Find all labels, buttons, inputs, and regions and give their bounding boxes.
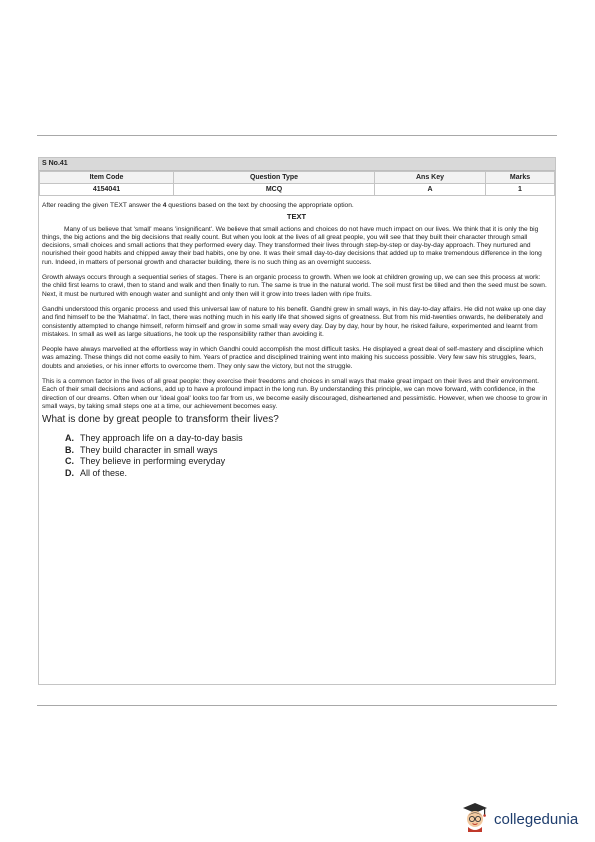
instruction: [42, 202, 551, 210]
graduate-mascot-icon: [462, 802, 488, 837]
instruction-text-start: After reading the given TEXT answer the: [42, 202, 163, 209]
marks-header: Marks: [486, 172, 555, 184]
bottom-divider: [37, 705, 557, 706]
passage-content: [39, 196, 555, 479]
option-letter: C.: [65, 456, 74, 467]
option-d[interactable]: [65, 468, 551, 480]
instruction-text-end: questions based on the text by choosing the appropriate option.: [166, 202, 354, 209]
marks-value: 1: [486, 184, 555, 196]
option-text: All of these.: [80, 467, 128, 478]
option-letter: B.: [65, 444, 74, 455]
text-heading: TEXT: [286, 212, 307, 222]
option-text: They build character in small ways: [80, 444, 218, 455]
option-c[interactable]: [65, 456, 551, 468]
question-text: What is done by great people to transform their lives?: [42, 414, 279, 426]
meta-header-row: [40, 172, 555, 184]
option-text: They believe in performing everyday: [80, 456, 226, 467]
paragraph: This is a common factor in the lives of all great people: they exercise their freedoms and choices in small ways that make great impact on their lives and their environment. Each of their small decisions and actions, add up to have a profound impact in the long run. By understanding this principle, we can move forward, with confidence, in the direction of our dreams. Often when our 'ideal goal' looks too far from us, we become easily discouraged, disheartened and pessimistic. However, when we choose to grow in small ways, by taking small steps one at a time, our achievement becomes easy.: [42, 378, 548, 410]
option-letter: D.: [65, 467, 74, 478]
question-meta-table: [39, 171, 555, 196]
ans-key-header: Ans Key: [375, 172, 486, 184]
brand-logo[interactable]: [462, 802, 578, 837]
paragraph: People have always marvelled at the effortless way in which Gandhi could accomplish the most difficult tasks. He displayed a great deal of self-mastery and discipline which was amazing. These things did not come easily to him. Years of practice and disciplined training went into making his success possible. Very few saw his struggles, fears, doubts and anxieties, or his inner efforts to overcome them. They only saw the victory, but not the struggle.: [42, 346, 544, 370]
top-divider: [37, 135, 557, 136]
option-letter: A.: [65, 433, 74, 444]
option-a[interactable]: [65, 433, 551, 445]
option-text: They approach life on a day-to-day basis: [80, 433, 243, 444]
question-type-header: Question Type: [174, 172, 375, 184]
paragraph: Gandhi understood this organic process and used this universal law of nature to his benefit. Gandhi grew in small ways, in his day-to-day affairs. He did not wake up one day and find himself to be the 'Mahatma'. In fact, there was nothing much in his early life that showed signs of greatness. But from his mid-twenties onwards, he deliberately and consistently attempted to change himself, reform himself and grow in some small way every day. Day by day, hour by hour, he risked failure, experimented and learnt from mistakes. In small as well as large situations, he took up the responsibility rather than avoiding it.: [42, 305, 546, 338]
option-b[interactable]: [65, 445, 551, 457]
brand-name: collegedunia: [494, 811, 579, 828]
ans-key-value: A: [375, 184, 486, 196]
serial-number: S No.41: [39, 158, 555, 171]
item-code-value: 4154041: [40, 184, 174, 196]
meta-value-row: [40, 184, 555, 196]
question-box: [38, 157, 556, 685]
paragraph: Growth always occurs through a sequential series of stages. There is an organic process to growth. When we look at children growing up, we can see this process at work: the child first learns to crawl, then to stand and walk and then finally to run. The same is true in the natural world. The soil must first be tilled and then the seed must be sown. Next, it must be nurtured with enough water and sunlight and only then will it grow into trees laden with ripe fruits.: [42, 274, 547, 298]
question-type-value: MCQ: [174, 184, 375, 196]
paragraph: Many of us believe that 'small' means 'insignificant'. We believe that small actions and choices do not have much impact on our lives. We think that it is only the big things, the big actions and the big decisions that really count. But when you look at the lives of all great people, you will see that they built their character through small decisions, small choices and small actions that they performed every day. They transformed their lives through step-by-step or day-by-day approach. They nurtured and nourished their good habits and chipped away their bad habits, one by one. It was their small day-to-day decisions that added up to make tremendous difference in the long run. Indeed, in matters of personal growth and character building, there is no such thing as an overnight success.: [42, 225, 542, 266]
item-code-header: Item Code: [40, 172, 174, 184]
instruction-count: 4: [162, 202, 167, 209]
